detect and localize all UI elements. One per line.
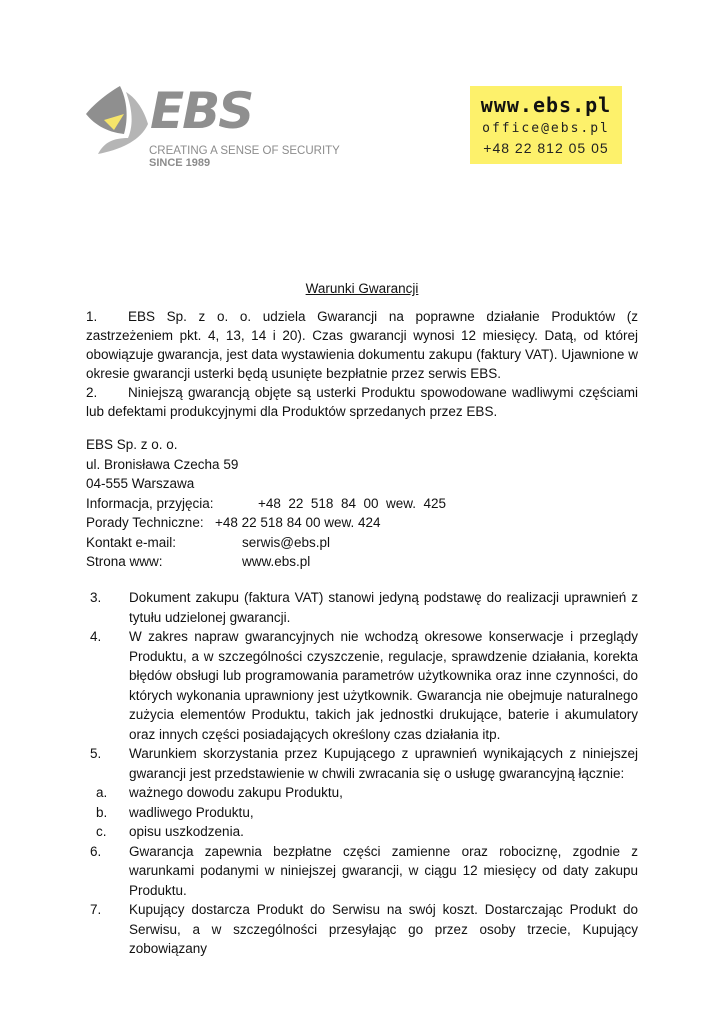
tagline: CREATING A SENSE OF SECURITY — [149, 145, 340, 157]
company-name: EBS Sp. z o. o. — [86, 437, 178, 452]
info-label: Informacja, przyjęcia: — [86, 495, 214, 511]
intro-section — [86, 307, 638, 421]
website-link[interactable]: www.ebs.pl — [480, 93, 612, 117]
paragraph-1: 1. EBS Sp. z o. o. udziela Gwarancji na poprawne działanie Produktów (z zastrzeżeniem pkt. 4, 13, 14 i 20). Czas gwarancji wynosi 12 miesięcy. Datą, od której obowiązuje gwarancja, jest data wystawienia dokumentu zakupu (faktury VAT). Ujawnione w okresie gwarancji usterki będą usunięte bezpłatnie przez serwis EBS. — [86, 309, 638, 381]
tech-label: Porady Techniczne: — [86, 515, 204, 530]
list-item: 4. W zakres napraw gwarancyjnych nie wchodzą okresowe konserwacje i przeglądy Produktu, a w szczególności czyszczenie, regulacje, sprawdzenie działania, korekta błędów obsługi lub programowania parametrów użytkownika oraz inne czynności, do których wykonania uprawniony jest użytkownik. Gwarancja nie obejmuje naturalnego zużycia elementów Produktu, takich jak jednostki drukujące, baterie i akumulatory oraz innych części posiadających określony czas działania itp. — [90, 629, 638, 742]
email-label: Kontakt e-mail: — [86, 534, 177, 550]
street: ul. Bronisława Czecha 59 — [86, 456, 239, 472]
sub-item: b. wadliwego Produktu, — [96, 804, 254, 820]
email-link[interactable]: office@ebs.pl — [482, 121, 610, 136]
list-item: 7. Kupujący dostarcza Produkt do Serwisu na swój koszt. Dostarczając Produkt do Serwisu, a w szczególności przesyłając go przez osoby trzecie, Kupujący zobowiązany — [90, 902, 638, 956]
tech-value: +48 22 518 84 00 wew. 424 — [215, 515, 381, 530]
paragraph-2: 2. Niniejszą gwarancją objęte są usterki Produktu spowodowane wadliwymi częściami lub defektami produkcyjnymi dla Produktów sprzedanych przez EBS. — [86, 385, 638, 419]
list-item: 3. Dokument zakupu (faktura VAT) stanowi jedyną podstawę do realizacji uprawnień z tytułu udzielonej gwarancji. — [90, 590, 638, 625]
sub-item: c. opisu uszkodzenia. — [96, 824, 244, 839]
info-value: +48 22 518 84 00 wew. 425 — [258, 495, 447, 511]
since-year: SINCE 1989 — [149, 157, 211, 169]
city: 04-555 Warszawa — [86, 476, 195, 491]
list-item: 6. Gwarancja zapewnia bezpłatne części zamienne oraz robociznę, zgodnie z warunkami podanymi w niniejszej gwarancji, w ciągu 12 miesięcy od daty zakupu Produktu. — [90, 843, 638, 898]
phone-number: +48 22 812 05 05 — [483, 140, 609, 156]
www-label: Strona www: — [86, 554, 163, 569]
list-item: 5. Warunkiem skorzystania przez Kupującego z uprawnień wynikających z niniejszej gwarancji jest przedstawienie w chwili zwracania się o usługę gwarancyjną łącznie: — [90, 746, 638, 781]
page-title: Warunki Gwarancji — [305, 281, 419, 296]
service-email[interactable]: serwis@ebs.pl — [242, 534, 330, 550]
service-website[interactable]: www.ebs.pl — [242, 554, 311, 569]
sub-item: a. ważnego dowodu zakupu Produktu, — [96, 785, 343, 800]
address-block — [86, 437, 638, 574]
brand-name: EBS — [150, 82, 253, 140]
contact-box — [470, 86, 622, 164]
terms-list — [86, 588, 638, 959]
ebs-emblem-icon — [84, 84, 154, 164]
